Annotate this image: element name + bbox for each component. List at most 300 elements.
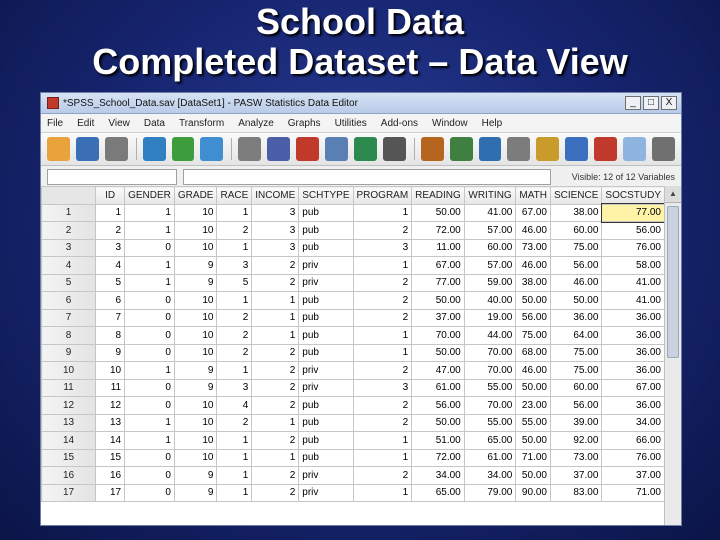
- goto-case-icon[interactable]: [238, 137, 261, 161]
- cell-science[interactable]: 75.00: [550, 362, 601, 380]
- toolbar-separator: [231, 138, 232, 160]
- cell-schtype[interactable]: pub: [299, 327, 353, 345]
- cell-science[interactable]: 64.00: [550, 327, 601, 345]
- menu-data[interactable]: Data: [143, 117, 165, 129]
- cell-socstudy[interactable]: 34.00: [602, 414, 665, 432]
- cell-income[interactable]: 2: [252, 467, 299, 485]
- cell-reading[interactable]: 37.00: [412, 309, 465, 327]
- cell-income[interactable]: 3: [252, 239, 299, 257]
- cell-math[interactable]: 46.00: [516, 222, 551, 240]
- row-header[interactable]: 11: [42, 379, 96, 397]
- cell-id[interactable]: 9: [96, 344, 125, 362]
- cell-program[interactable]: 2: [353, 274, 412, 292]
- cell-schtype[interactable]: priv: [299, 467, 353, 485]
- cell-science[interactable]: 75.00: [550, 239, 601, 257]
- column-header-schtype[interactable]: SCHTYPE: [299, 187, 353, 205]
- cell-id[interactable]: 2: [96, 222, 125, 240]
- cell-schtype[interactable]: pub: [299, 222, 353, 240]
- cell-income[interactable]: 3: [252, 222, 299, 240]
- cell-race[interactable]: 4: [217, 397, 252, 415]
- toolbar: [41, 132, 681, 166]
- cell-gender[interactable]: 0: [125, 292, 175, 310]
- menu-window[interactable]: Window: [432, 117, 468, 129]
- cell-schtype[interactable]: pub: [299, 309, 353, 327]
- table-row: [42, 484, 665, 502]
- cell-socstudy[interactable]: 76.00: [602, 449, 665, 467]
- window-titlebar: [41, 93, 681, 114]
- cell-gender[interactable]: 0: [125, 484, 175, 502]
- cell-race[interactable]: 1: [217, 362, 252, 380]
- cell-program[interactable]: 1: [353, 344, 412, 362]
- cell-program[interactable]: 1: [353, 484, 412, 502]
- column-header-program[interactable]: PROGRAM: [353, 187, 412, 205]
- cell-reading[interactable]: 50.00: [412, 292, 465, 310]
- cell-reading[interactable]: 56.00: [412, 397, 465, 415]
- cell-reading[interactable]: 50.00: [412, 204, 465, 222]
- column-header-id[interactable]: ID: [96, 187, 125, 205]
- variables-icon[interactable]: [296, 137, 319, 161]
- row-header[interactable]: 5: [42, 274, 96, 292]
- cell-id[interactable]: 13: [96, 414, 125, 432]
- menu-help[interactable]: Help: [481, 117, 503, 129]
- cell-grade[interactable]: 10: [174, 239, 217, 257]
- cell-science[interactable]: 46.00: [550, 274, 601, 292]
- cell-math[interactable]: 38.00: [516, 274, 551, 292]
- cell-socstudy[interactable]: 58.00: [602, 257, 665, 275]
- slide-title-line2: Completed Dataset – Data View: [92, 41, 628, 82]
- row-header[interactable]: 7: [42, 309, 96, 327]
- cell-socstudy[interactable]: 36.00: [602, 362, 665, 380]
- table-row: [42, 292, 665, 310]
- cell-race[interactable]: 2: [217, 414, 252, 432]
- cell-science[interactable]: 38.00: [550, 204, 601, 222]
- cell-grade[interactable]: 10: [174, 397, 217, 415]
- cell-id[interactable]: 17: [96, 484, 125, 502]
- cell-socstudy[interactable]: 71.00: [602, 484, 665, 502]
- window-title: *SPSS_School_Data.sav [DataSet1] - PASW Statistics Data Editor: [63, 97, 358, 109]
- cell-writing[interactable]: 55.00: [464, 414, 516, 432]
- cell-id[interactable]: 15: [96, 449, 125, 467]
- cell-program[interactable]: 2: [353, 222, 412, 240]
- grid-corner[interactable]: [42, 187, 96, 205]
- cell-science[interactable]: 60.00: [550, 222, 601, 240]
- cell-science[interactable]: 37.00: [550, 467, 601, 485]
- row-header[interactable]: 12: [42, 397, 96, 415]
- table-row: [42, 379, 665, 397]
- cell-schtype[interactable]: priv: [299, 274, 353, 292]
- cell-id[interactable]: 1: [96, 204, 125, 222]
- cell-science[interactable]: 56.00: [550, 397, 601, 415]
- column-header-income[interactable]: INCOME: [252, 187, 299, 205]
- weight-cases-icon[interactable]: [450, 137, 473, 161]
- cell-income[interactable]: 2: [252, 274, 299, 292]
- column-header-grade[interactable]: GRADE: [174, 187, 217, 205]
- open-icon[interactable]: [47, 137, 70, 161]
- cell-income[interactable]: 1: [252, 414, 299, 432]
- table-row: [42, 467, 665, 485]
- cell-math[interactable]: 50.00: [516, 432, 551, 450]
- menu-analyze[interactable]: Analyze: [238, 117, 274, 129]
- cell-science[interactable]: 39.00: [550, 414, 601, 432]
- toolbar-separator: [414, 138, 415, 160]
- print-icon[interactable]: [105, 137, 128, 161]
- cell-income[interactable]: 2: [252, 379, 299, 397]
- cell-schtype[interactable]: pub: [299, 432, 353, 450]
- row-header[interactable]: 8: [42, 327, 96, 345]
- menu-utilities[interactable]: Utilities: [334, 117, 367, 129]
- cell-science[interactable]: 60.00: [550, 379, 601, 397]
- cell-gender[interactable]: 1: [125, 257, 175, 275]
- cell-gender[interactable]: 1: [125, 362, 175, 380]
- split-file-icon[interactable]: [421, 137, 444, 161]
- cell-income[interactable]: 2: [252, 344, 299, 362]
- menu-addons[interactable]: Add-ons: [380, 117, 419, 129]
- table-row: [42, 344, 665, 362]
- row-header[interactable]: 2: [42, 222, 96, 240]
- row-header[interactable]: 17: [42, 484, 96, 502]
- table-row: [42, 414, 665, 432]
- cell-math[interactable]: 55.00: [516, 414, 551, 432]
- cell-math[interactable]: 56.00: [516, 309, 551, 327]
- cell-id[interactable]: 3: [96, 239, 125, 257]
- cell-gender[interactable]: 0: [125, 327, 175, 345]
- use-sets-icon[interactable]: [536, 137, 559, 161]
- cell-value-field[interactable]: [183, 169, 551, 185]
- column-header-science[interactable]: SCIENCE: [550, 187, 601, 205]
- cell-race[interactable]: 3: [217, 379, 252, 397]
- column-header-socstudy[interactable]: SOCSTUDY: [602, 187, 665, 205]
- row-header[interactable]: 9: [42, 344, 96, 362]
- undo-icon[interactable]: [172, 137, 195, 161]
- table-row: [42, 204, 665, 222]
- column-header-math[interactable]: MATH: [516, 187, 551, 205]
- cell-math[interactable]: 50.00: [516, 292, 551, 310]
- cell-writing[interactable]: 55.00: [464, 379, 516, 397]
- cell-race[interactable]: 1: [217, 467, 252, 485]
- cell-socstudy[interactable]: 36.00: [602, 327, 665, 345]
- cell-schtype[interactable]: pub: [299, 414, 353, 432]
- cell-program[interactable]: 1: [353, 204, 412, 222]
- minimize-button[interactable]: _: [625, 96, 641, 110]
- row-header[interactable]: 10: [42, 362, 96, 380]
- cell-math[interactable]: 50.00: [516, 379, 551, 397]
- cell-program[interactable]: 2: [353, 292, 412, 310]
- cell-socstudy[interactable]: 36.00: [602, 344, 665, 362]
- cell-race[interactable]: 2: [217, 327, 252, 345]
- cell-income[interactable]: 1: [252, 449, 299, 467]
- cell-income[interactable]: 2: [252, 432, 299, 450]
- cell-program[interactable]: 1: [353, 327, 412, 345]
- cell-schtype[interactable]: pub: [299, 449, 353, 467]
- cell-race[interactable]: 2: [217, 344, 252, 362]
- cell-writing[interactable]: 59.00: [464, 274, 516, 292]
- cell-socstudy[interactable]: 56.00: [602, 222, 665, 240]
- cell-income[interactable]: 3: [252, 204, 299, 222]
- save-icon[interactable]: [76, 137, 99, 161]
- cell-grade[interactable]: 9: [174, 257, 217, 275]
- dialog-recall-icon[interactable]: [143, 137, 166, 161]
- cell-math[interactable]: 71.00: [516, 449, 551, 467]
- cell-science[interactable]: 75.00: [550, 344, 601, 362]
- cell-race[interactable]: 2: [217, 309, 252, 327]
- cell-reading[interactable]: 70.00: [412, 327, 465, 345]
- cell-math[interactable]: 67.00: [516, 204, 551, 222]
- cell-math[interactable]: 46.00: [516, 257, 551, 275]
- cell-math[interactable]: 75.00: [516, 327, 551, 345]
- cell-writing[interactable]: 61.00: [464, 449, 516, 467]
- cell-gender[interactable]: 0: [125, 309, 175, 327]
- column-header-writing[interactable]: WRITING: [464, 187, 516, 205]
- app-icon: [47, 97, 59, 109]
- goto-variable-icon[interactable]: [267, 137, 290, 161]
- row-header[interactable]: 4: [42, 257, 96, 275]
- addons-icon[interactable]: [652, 137, 675, 161]
- redo-icon[interactable]: [200, 137, 223, 161]
- cell-grade[interactable]: 9: [174, 379, 217, 397]
- menu-edit[interactable]: Edit: [77, 117, 95, 129]
- cell-race[interactable]: 1: [217, 484, 252, 502]
- cell-id[interactable]: 6: [96, 292, 125, 310]
- cell-science[interactable]: 83.00: [550, 484, 601, 502]
- cell-schtype[interactable]: pub: [299, 204, 353, 222]
- cell-science[interactable]: 50.00: [550, 292, 601, 310]
- cell-socstudy[interactable]: 36.00: [602, 397, 665, 415]
- cell-grade[interactable]: 10: [174, 344, 217, 362]
- select-cases-icon[interactable]: [479, 137, 502, 161]
- cell-id[interactable]: 10: [96, 362, 125, 380]
- menu-bar: [41, 114, 681, 132]
- cell-socstudy[interactable]: 66.00: [602, 432, 665, 450]
- row-header[interactable]: 13: [42, 414, 96, 432]
- row-header[interactable]: 3: [42, 239, 96, 257]
- cell-program[interactable]: 1: [353, 449, 412, 467]
- cell-grade[interactable]: 10: [174, 414, 217, 432]
- vertical-scrollbar[interactable]: [664, 186, 681, 525]
- cell-writing[interactable]: 34.00: [464, 467, 516, 485]
- cell-reading[interactable]: 51.00: [412, 432, 465, 450]
- cell-program[interactable]: 3: [353, 239, 412, 257]
- insert-cases-icon[interactable]: [354, 137, 377, 161]
- slide-title: [0, 2, 720, 82]
- cell-writing[interactable]: 57.00: [464, 222, 516, 240]
- cell-gender[interactable]: 0: [125, 239, 175, 257]
- cell-program[interactable]: 2: [353, 397, 412, 415]
- cell-science[interactable]: 36.00: [550, 309, 601, 327]
- cell-gender[interactable]: 1: [125, 432, 175, 450]
- cell-math[interactable]: 23.00: [516, 397, 551, 415]
- cell-income[interactable]: 1: [252, 309, 299, 327]
- cell-gender[interactable]: 1: [125, 204, 175, 222]
- cell-gender[interactable]: 0: [125, 467, 175, 485]
- cell-grade[interactable]: 10: [174, 204, 217, 222]
- table-row: [42, 257, 665, 275]
- table-row: [42, 239, 665, 257]
- cell-reading[interactable]: 61.00: [412, 379, 465, 397]
- cell-race[interactable]: 1: [217, 432, 252, 450]
- cell-race[interactable]: 5: [217, 274, 252, 292]
- cell-socstudy[interactable]: 41.00: [602, 292, 665, 310]
- cell-math[interactable]: 50.00: [516, 467, 551, 485]
- cell-race[interactable]: 1: [217, 449, 252, 467]
- cell-income[interactable]: 2: [252, 362, 299, 380]
- cell-socstudy[interactable]: 37.00: [602, 467, 665, 485]
- cell-socstudy[interactable]: 67.00: [602, 379, 665, 397]
- cell-gender[interactable]: 1: [125, 222, 175, 240]
- cell-socstudy[interactable]: 76.00: [602, 239, 665, 257]
- cell-race[interactable]: 1: [217, 204, 252, 222]
- cell-income[interactable]: 1: [252, 292, 299, 310]
- column-header-row: [42, 187, 665, 205]
- menu-view[interactable]: View: [108, 117, 130, 129]
- cell-schtype[interactable]: priv: [299, 362, 353, 380]
- row-header[interactable]: 15: [42, 449, 96, 467]
- cell-grade[interactable]: 10: [174, 327, 217, 345]
- cell-schtype[interactable]: pub: [299, 344, 353, 362]
- menu-graphs[interactable]: Graphs: [287, 117, 321, 129]
- cell-id[interactable]: 12: [96, 397, 125, 415]
- cell-reading[interactable]: 50.00: [412, 414, 465, 432]
- cell-grade[interactable]: 9: [174, 362, 217, 380]
- value-labels-icon[interactable]: [507, 137, 530, 161]
- cell-race[interactable]: 1: [217, 292, 252, 310]
- window-controls: [625, 96, 677, 110]
- cell-reading[interactable]: 65.00: [412, 484, 465, 502]
- column-header-reading[interactable]: READING: [412, 187, 465, 205]
- data-grid-area: [41, 186, 665, 525]
- cell-program[interactable]: 2: [353, 309, 412, 327]
- table-row: [42, 309, 665, 327]
- cell-gender[interactable]: 1: [125, 414, 175, 432]
- table-row: [42, 449, 665, 467]
- insert-variable-icon[interactable]: [383, 137, 406, 161]
- find-icon[interactable]: [325, 137, 348, 161]
- cell-grade[interactable]: 10: [174, 432, 217, 450]
- cell-gender[interactable]: 0: [125, 379, 175, 397]
- cell-reading[interactable]: 50.00: [412, 344, 465, 362]
- cell-writing[interactable]: 57.00: [464, 257, 516, 275]
- cell-reading[interactable]: 34.00: [412, 467, 465, 485]
- cell-reading[interactable]: 67.00: [412, 257, 465, 275]
- cell-socstudy[interactable]: 36.00: [602, 309, 665, 327]
- cell-grade[interactable]: 10: [174, 222, 217, 240]
- cell-grade[interactable]: 10: [174, 309, 217, 327]
- cell-reading[interactable]: 72.00: [412, 222, 465, 240]
- cell-writing[interactable]: 41.00: [464, 204, 516, 222]
- cell-writing[interactable]: 70.00: [464, 397, 516, 415]
- cell-reading[interactable]: 72.00: [412, 449, 465, 467]
- cell-writing[interactable]: 60.00: [464, 239, 516, 257]
- cell-id[interactable]: 8: [96, 327, 125, 345]
- cell-id[interactable]: 4: [96, 257, 125, 275]
- maximize-button[interactable]: □: [643, 96, 659, 110]
- scrollbar-thumb[interactable]: [667, 206, 679, 358]
- cell-schtype[interactable]: priv: [299, 484, 353, 502]
- cell-gender[interactable]: 0: [125, 449, 175, 467]
- cell-race[interactable]: 3: [217, 257, 252, 275]
- cell-schtype[interactable]: pub: [299, 397, 353, 415]
- cell-reading[interactable]: 47.00: [412, 362, 465, 380]
- cell-writing[interactable]: 70.00: [464, 344, 516, 362]
- visible-variables-info: Visible: 12 of 12 Variables: [571, 172, 675, 182]
- cell-schtype[interactable]: priv: [299, 257, 353, 275]
- scroll-up-icon[interactable]: ▲: [665, 186, 681, 203]
- menu-file[interactable]: File: [47, 117, 64, 129]
- cell-income[interactable]: 1: [252, 327, 299, 345]
- column-header-race[interactable]: RACE: [217, 187, 252, 205]
- cell-writing[interactable]: 70.00: [464, 362, 516, 380]
- slide-title-line1: School Data: [255, 1, 465, 42]
- cell-schtype[interactable]: pub: [299, 292, 353, 310]
- table-row: [42, 362, 665, 380]
- cell-schtype[interactable]: priv: [299, 379, 353, 397]
- cell-schtype[interactable]: pub: [299, 239, 353, 257]
- cell-income[interactable]: 2: [252, 257, 299, 275]
- cell-id[interactable]: 11: [96, 379, 125, 397]
- cell-id[interactable]: 16: [96, 467, 125, 485]
- cell-grade[interactable]: 9: [174, 484, 217, 502]
- cell-writing[interactable]: 65.00: [464, 432, 516, 450]
- cell-grade[interactable]: 9: [174, 274, 217, 292]
- cell-program[interactable]: 1: [353, 257, 412, 275]
- cell-math[interactable]: 68.00: [516, 344, 551, 362]
- cell-race[interactable]: 1: [217, 239, 252, 257]
- cell-gender[interactable]: 1: [125, 274, 175, 292]
- row-header[interactable]: 14: [42, 432, 96, 450]
- cell-program[interactable]: 2: [353, 362, 412, 380]
- cell-science[interactable]: 92.00: [550, 432, 601, 450]
- cell-income[interactable]: 2: [252, 484, 299, 502]
- cell-program[interactable]: 1: [353, 432, 412, 450]
- cell-grade[interactable]: 10: [174, 449, 217, 467]
- cell-writing[interactable]: 79.00: [464, 484, 516, 502]
- cell-science[interactable]: 73.00: [550, 449, 601, 467]
- show-all-variables-icon[interactable]: [565, 137, 588, 161]
- cell-race[interactable]: 2: [217, 222, 252, 240]
- cell-reading[interactable]: 11.00: [412, 239, 465, 257]
- cell-grade[interactable]: 10: [174, 292, 217, 310]
- cell-socstudy[interactable]: 41.00: [602, 274, 665, 292]
- scripts-icon[interactable]: [623, 137, 646, 161]
- cell-reference-field[interactable]: [47, 169, 177, 185]
- cell-id[interactable]: 7: [96, 309, 125, 327]
- cell-math[interactable]: 90.00: [516, 484, 551, 502]
- cell-reading[interactable]: 77.00: [412, 274, 465, 292]
- cell-writing[interactable]: 40.00: [464, 292, 516, 310]
- cell-math[interactable]: 73.00: [516, 239, 551, 257]
- cell-grade[interactable]: 9: [174, 467, 217, 485]
- cell-socstudy[interactable]: 77.00: [602, 204, 665, 222]
- cell-program[interactable]: 2: [353, 414, 412, 432]
- cell-id[interactable]: 14: [96, 432, 125, 450]
- cell-science[interactable]: 56.00: [550, 257, 601, 275]
- row-header[interactable]: 6: [42, 292, 96, 310]
- cell-program[interactable]: 2: [353, 467, 412, 485]
- cell-math[interactable]: 46.00: [516, 362, 551, 380]
- row-header[interactable]: 1: [42, 204, 96, 222]
- close-button[interactable]: X: [661, 96, 677, 110]
- cell-writing[interactable]: 44.00: [464, 327, 516, 345]
- cell-income[interactable]: 2: [252, 397, 299, 415]
- cell-gender[interactable]: 0: [125, 344, 175, 362]
- column-header-gender[interactable]: GENDER: [125, 187, 175, 205]
- cell-writing[interactable]: 19.00: [464, 309, 516, 327]
- menu-transform[interactable]: Transform: [178, 117, 225, 129]
- cell-program[interactable]: 3: [353, 379, 412, 397]
- cell-gender[interactable]: 0: [125, 397, 175, 415]
- cell-id[interactable]: 5: [96, 274, 125, 292]
- spelling-icon[interactable]: [594, 137, 617, 161]
- row-header[interactable]: 16: [42, 467, 96, 485]
